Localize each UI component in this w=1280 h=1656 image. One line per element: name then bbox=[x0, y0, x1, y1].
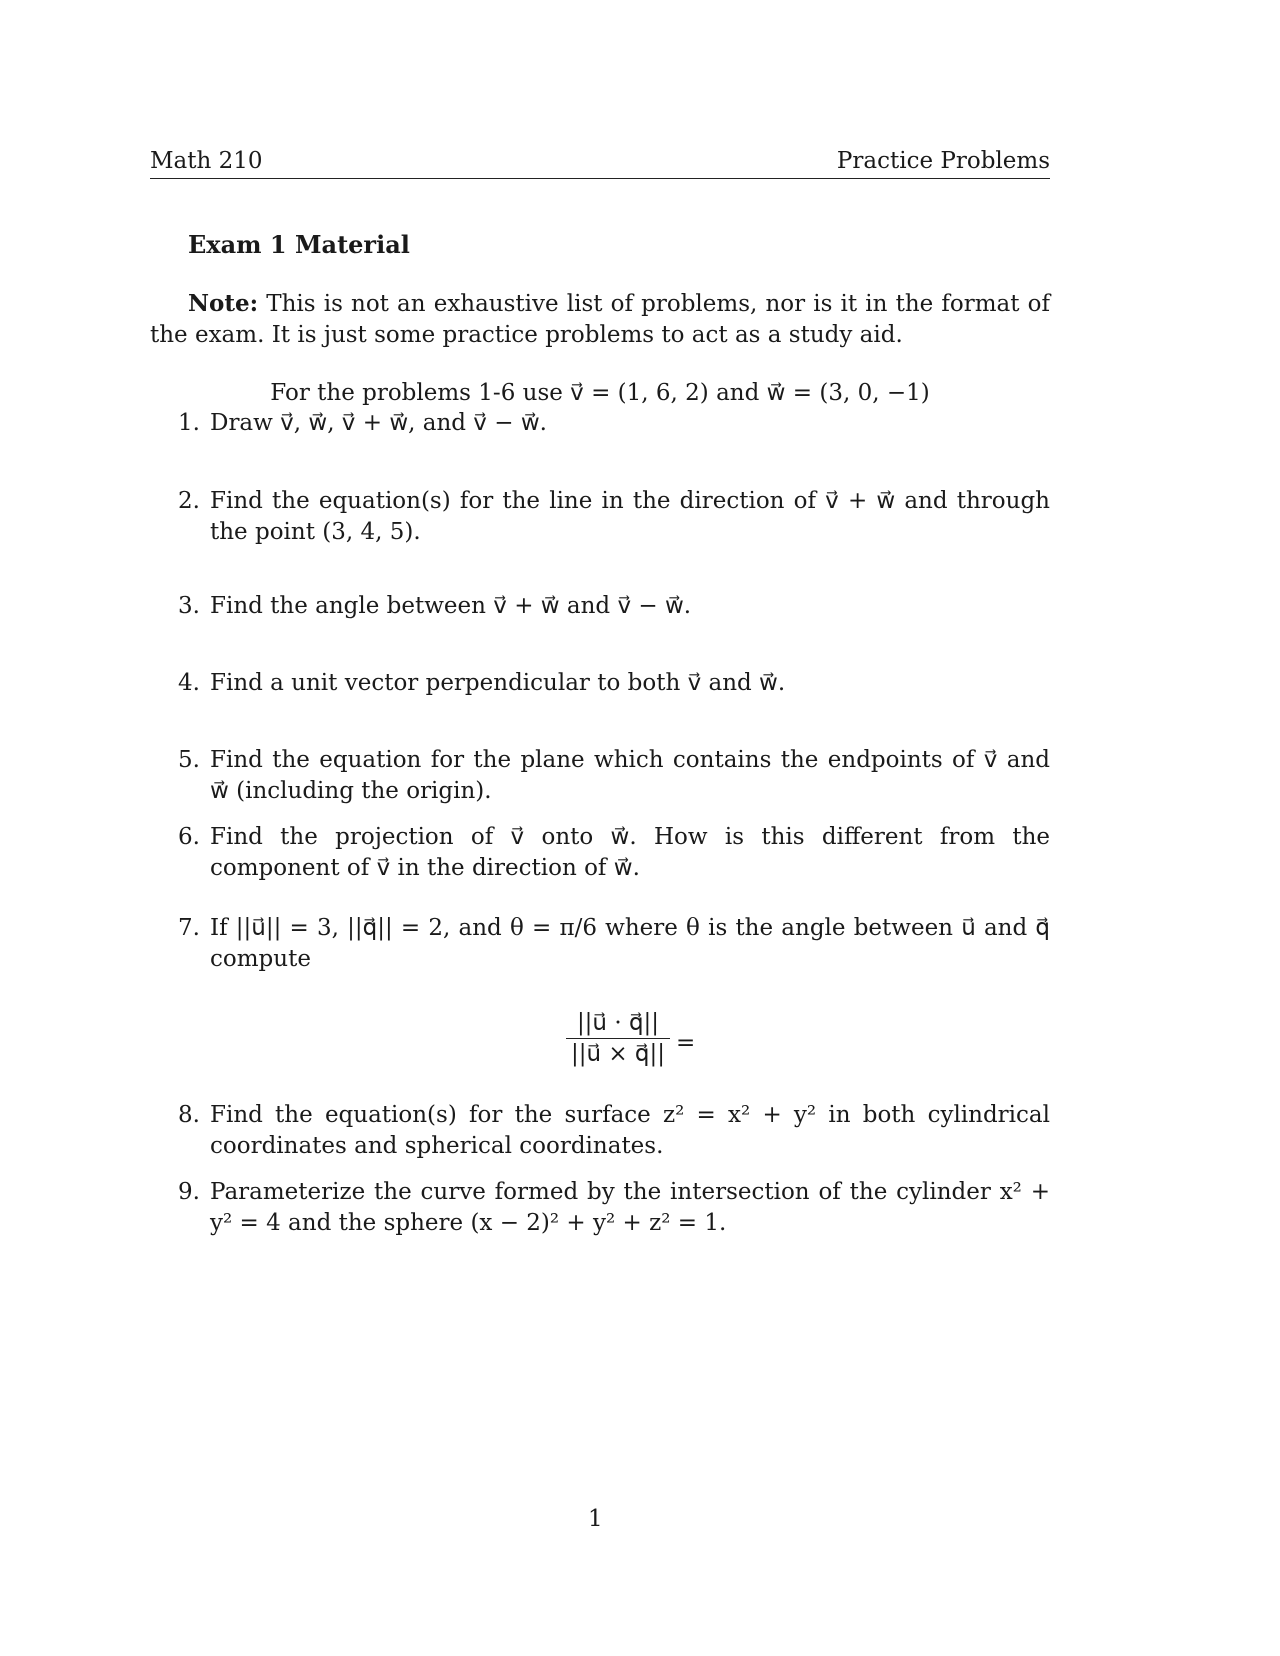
page-header bbox=[150, 148, 1050, 179]
problem-item bbox=[178, 913, 1050, 975]
problem-item bbox=[178, 745, 1050, 807]
problem-text: Find the equation for the plane which contains the endpoints of v⃗ and w⃗ (including the origin). bbox=[210, 747, 1050, 804]
problem-number: 1. bbox=[178, 410, 200, 436]
fraction-numerator: ||u⃗ · q⃗|| bbox=[576, 1010, 660, 1036]
problem-text: Find the projection of v⃗ onto w⃗. How is this different from the component of v⃗ in the direction of w⃗. bbox=[210, 824, 1050, 881]
document-title: Practice Problems bbox=[836, 148, 1050, 174]
problem-number: 5. bbox=[178, 747, 200, 773]
problem-item bbox=[178, 486, 1050, 548]
problem-number: 6. bbox=[178, 824, 200, 850]
problem-item bbox=[178, 668, 1050, 699]
problem-text: Draw v⃗, w⃗, v⃗ + w⃗, and v⃗ − w⃗. bbox=[210, 410, 547, 436]
problem-item bbox=[178, 822, 1050, 884]
problem-text: Find a unit vector perpendicular to both v⃗ and w⃗. bbox=[210, 670, 786, 696]
problem-number: 3. bbox=[178, 593, 200, 619]
note-text: This is not an exhaustive list of problems, nor is it in the format of the exam. It is just some practice problems to act as a study aid. bbox=[150, 291, 1050, 348]
problem-item bbox=[178, 1177, 1050, 1239]
problem-number: 8. bbox=[178, 1102, 200, 1128]
fraction-expression bbox=[566, 1010, 696, 1080]
note-paragraph bbox=[150, 288, 1050, 351]
problem-item bbox=[178, 408, 1050, 439]
problem-number: 7. bbox=[178, 915, 200, 941]
problem-number: 2. bbox=[178, 488, 200, 514]
equals-sign: = bbox=[676, 1030, 696, 1056]
page-number: 1 bbox=[588, 1506, 603, 1532]
problem-text: Find the equation(s) for the line in the direction of v⃗ + w⃗ and through the point (3, 4, 5). bbox=[210, 488, 1050, 545]
problem-text: If ||u⃗|| = 3, ||q⃗|| = 2, and θ = π/6 where θ is the angle between u⃗ and q⃗ compute bbox=[210, 915, 1050, 972]
problem-item bbox=[178, 591, 1050, 622]
fraction-denominator: ||u⃗ × q⃗|| bbox=[570, 1041, 666, 1067]
note-label: Note: bbox=[188, 290, 259, 317]
problem-text: Find the angle between v⃗ + w⃗ and v⃗ − w⃗. bbox=[210, 593, 692, 619]
given-vectors: For the problems 1-6 use v⃗ = (1, 6, 2) and w⃗ = (3, 0, −1) bbox=[270, 380, 930, 406]
course-name: Math 210 bbox=[150, 148, 263, 174]
problem-number: 9. bbox=[178, 1179, 200, 1205]
fraction bbox=[566, 1010, 670, 1067]
section-title: Exam 1 Material bbox=[188, 230, 410, 259]
problem-text: Parameterize the curve formed by the intersection of the cylinder x² + y² = 4 and the sphere (x − 2)² + y² + z² = 1. bbox=[210, 1179, 1050, 1236]
problem-item bbox=[178, 1100, 1050, 1162]
problem-number: 4. bbox=[178, 670, 200, 696]
problem-text: Find the equation(s) for the surface z² = x² + y² in both cylindrical coordinates and spherical coordinates. bbox=[210, 1102, 1050, 1159]
